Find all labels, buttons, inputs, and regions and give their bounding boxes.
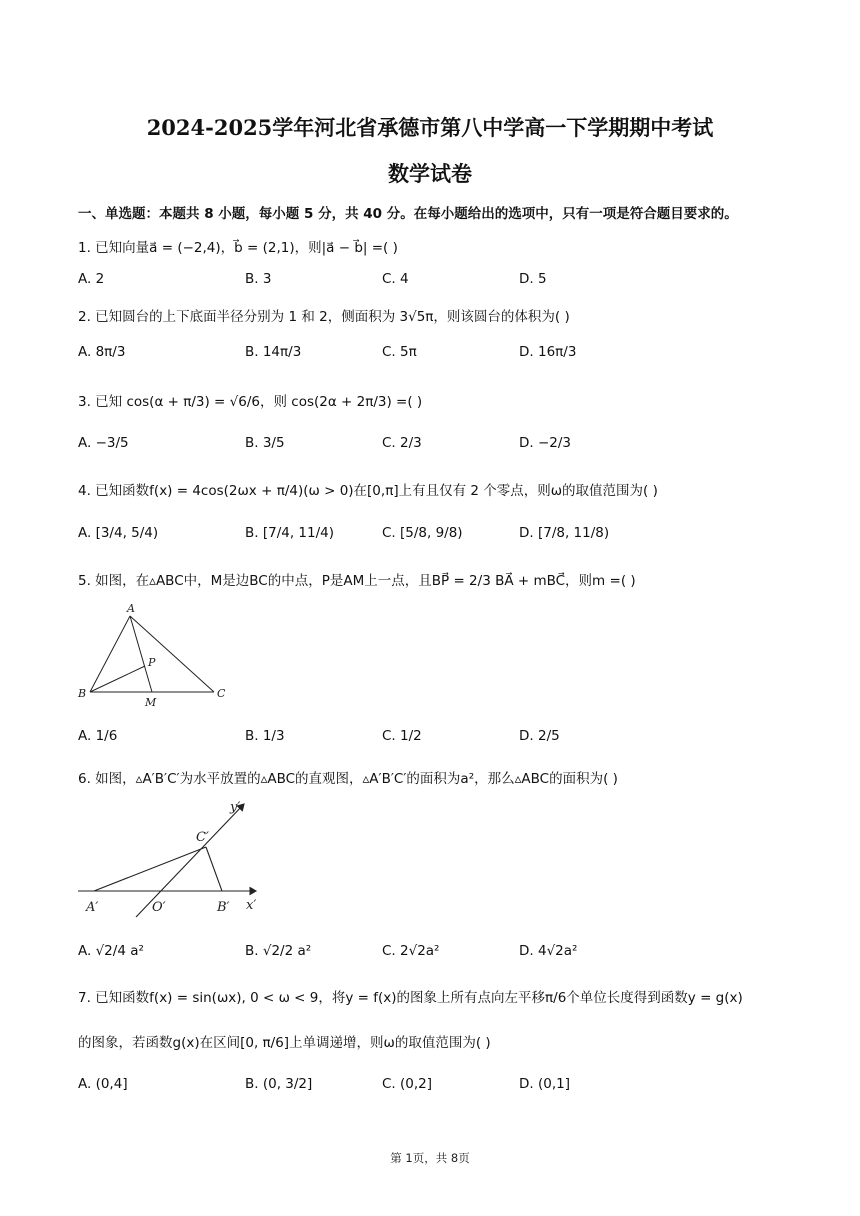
question-5-option-d: D. 2/5 [519,728,560,744]
section-heading: 一、单选题：本题共 8 小题，每小题 5 分，共 40 分。在每小题给出的选项中，只有一项是符合题目要求的。 [78,206,738,222]
fig6-label-a: A′ [86,900,99,915]
question-6-option-d: D. 4√2a² [519,943,578,959]
question-6-option-c: C. 2√2a² [382,943,440,959]
question-1-option-d: D. 5 [519,271,547,287]
question-4-option-c: C. [5/8, 9/8) [382,525,463,541]
fig5-label-p: P [148,656,156,669]
fig6-label-o: O′ [152,900,166,915]
question-1-option-a: A. 2 [78,271,105,287]
question-2-option-d: D. 16π/3 [519,344,577,360]
question-2-option-c: C. 5π [382,344,417,360]
exam-title: 2024-2025学年河北省承德市第八中学高一下学期期中考试 [146,115,714,140]
question-7-option-c: C. (0,2] [382,1076,433,1092]
question-1-stem: 1. 已知向量a⃗ = (−2,4)，b⃗ = (2,1)，则|a⃗ − b⃗| =( ) [78,240,398,256]
fig6-label-y: y′ [230,800,241,815]
question-4-stem: 4. 已知函数f(x) = 4cos(2ωx + π/4)(ω > 0)在[0,π]上有且仅有 2 个零点，则ω的取值范围为( ) [78,483,658,499]
question-3-stem: 3. 已知 cos(α + π/3) = √6/6，则 cos(2α + 2π/3) =( ) [78,394,423,410]
fig5-segment-bp [90,666,145,692]
question-7-option-d: D. (0,1] [519,1076,570,1092]
question-7-option-b: B. (0, 3/2] [245,1076,313,1092]
question-3-option-b: B. 3/5 [245,435,285,451]
question-5-stem: 5. 如图，在▵ABC中，M是边BC的中点，P是AM上一点，且BP⃗ = 2/3 BA⃗ + mBC⃗，则m =( ) [78,573,636,589]
question-6-option-b: B. √2/2 a² [245,943,312,959]
fig6-label-b: B′ [217,900,230,915]
question-2-stem: 2. 已知圆台的上下底面半径分别为 1 和 2，侧面积为 3√5π，则该圆台的体积为( ) [78,309,570,325]
question-4-option-a: A. [3/4, 5/4) [78,525,159,541]
fig5-label-a: A [127,602,135,615]
question-1-option-b: B. 3 [245,271,272,287]
fig6-label-x: x′ [246,898,257,913]
question-3-option-d: D. −2/3 [519,435,572,451]
question-7-option-a: A. (0,4] [78,1076,128,1092]
question-2-option-b: B. 14π/3 [245,344,302,360]
figure-triangle-abc [74,598,244,713]
page-footer: 第 1页，共 8页 [390,1151,470,1165]
figure-oblique-triangle [74,795,274,920]
question-6-stem: 6. 如图，▵A′B′C′为水平放置的▵ABC的直观图，▵A′B′C′的面积为a²，那么▵ABC的面积为( ) [78,771,618,787]
question-3-option-a: A. −3/5 [78,435,129,451]
fig5-median-am [130,616,152,692]
question-3-option-c: C. 2/3 [382,435,422,451]
question-7-stem-continued: 的图象，若函数g(x)在区间[0, π/6]上单调递增，则ω的取值范围为( ) [78,1035,491,1051]
question-4-option-b: B. [7/4, 11/4) [245,525,335,541]
fig5-side-ab [90,616,130,692]
question-7-stem: 7. 已知函数f(x) = sin(ωx), 0 < ω < 9，将y = f(x)的图象上所有点向左平移π/6个单位长度得到函数y = g(x) [78,990,743,1006]
fig6-side-bc [206,847,222,891]
fig5-side-ac [130,616,214,692]
question-5-option-b: B. 1/3 [245,728,285,744]
question-5-option-c: C. 1/2 [382,728,422,744]
fig5-label-c: C [217,687,226,700]
question-6-option-a: A. √2/4 a² [78,943,144,959]
fig5-label-m: M [145,696,157,709]
fig5-label-b: B [78,687,87,700]
question-1-option-c: C. 4 [382,271,409,287]
question-4-option-d: D. [7/8, 11/8) [519,525,610,541]
fig6-side-ac [94,847,206,891]
question-5-option-a: A. 1/6 [78,728,118,744]
exam-subtitle: 数学试卷 [388,161,472,186]
fig6-label-c: C′ [196,830,209,845]
question-2-option-a: A. 8π/3 [78,344,126,360]
